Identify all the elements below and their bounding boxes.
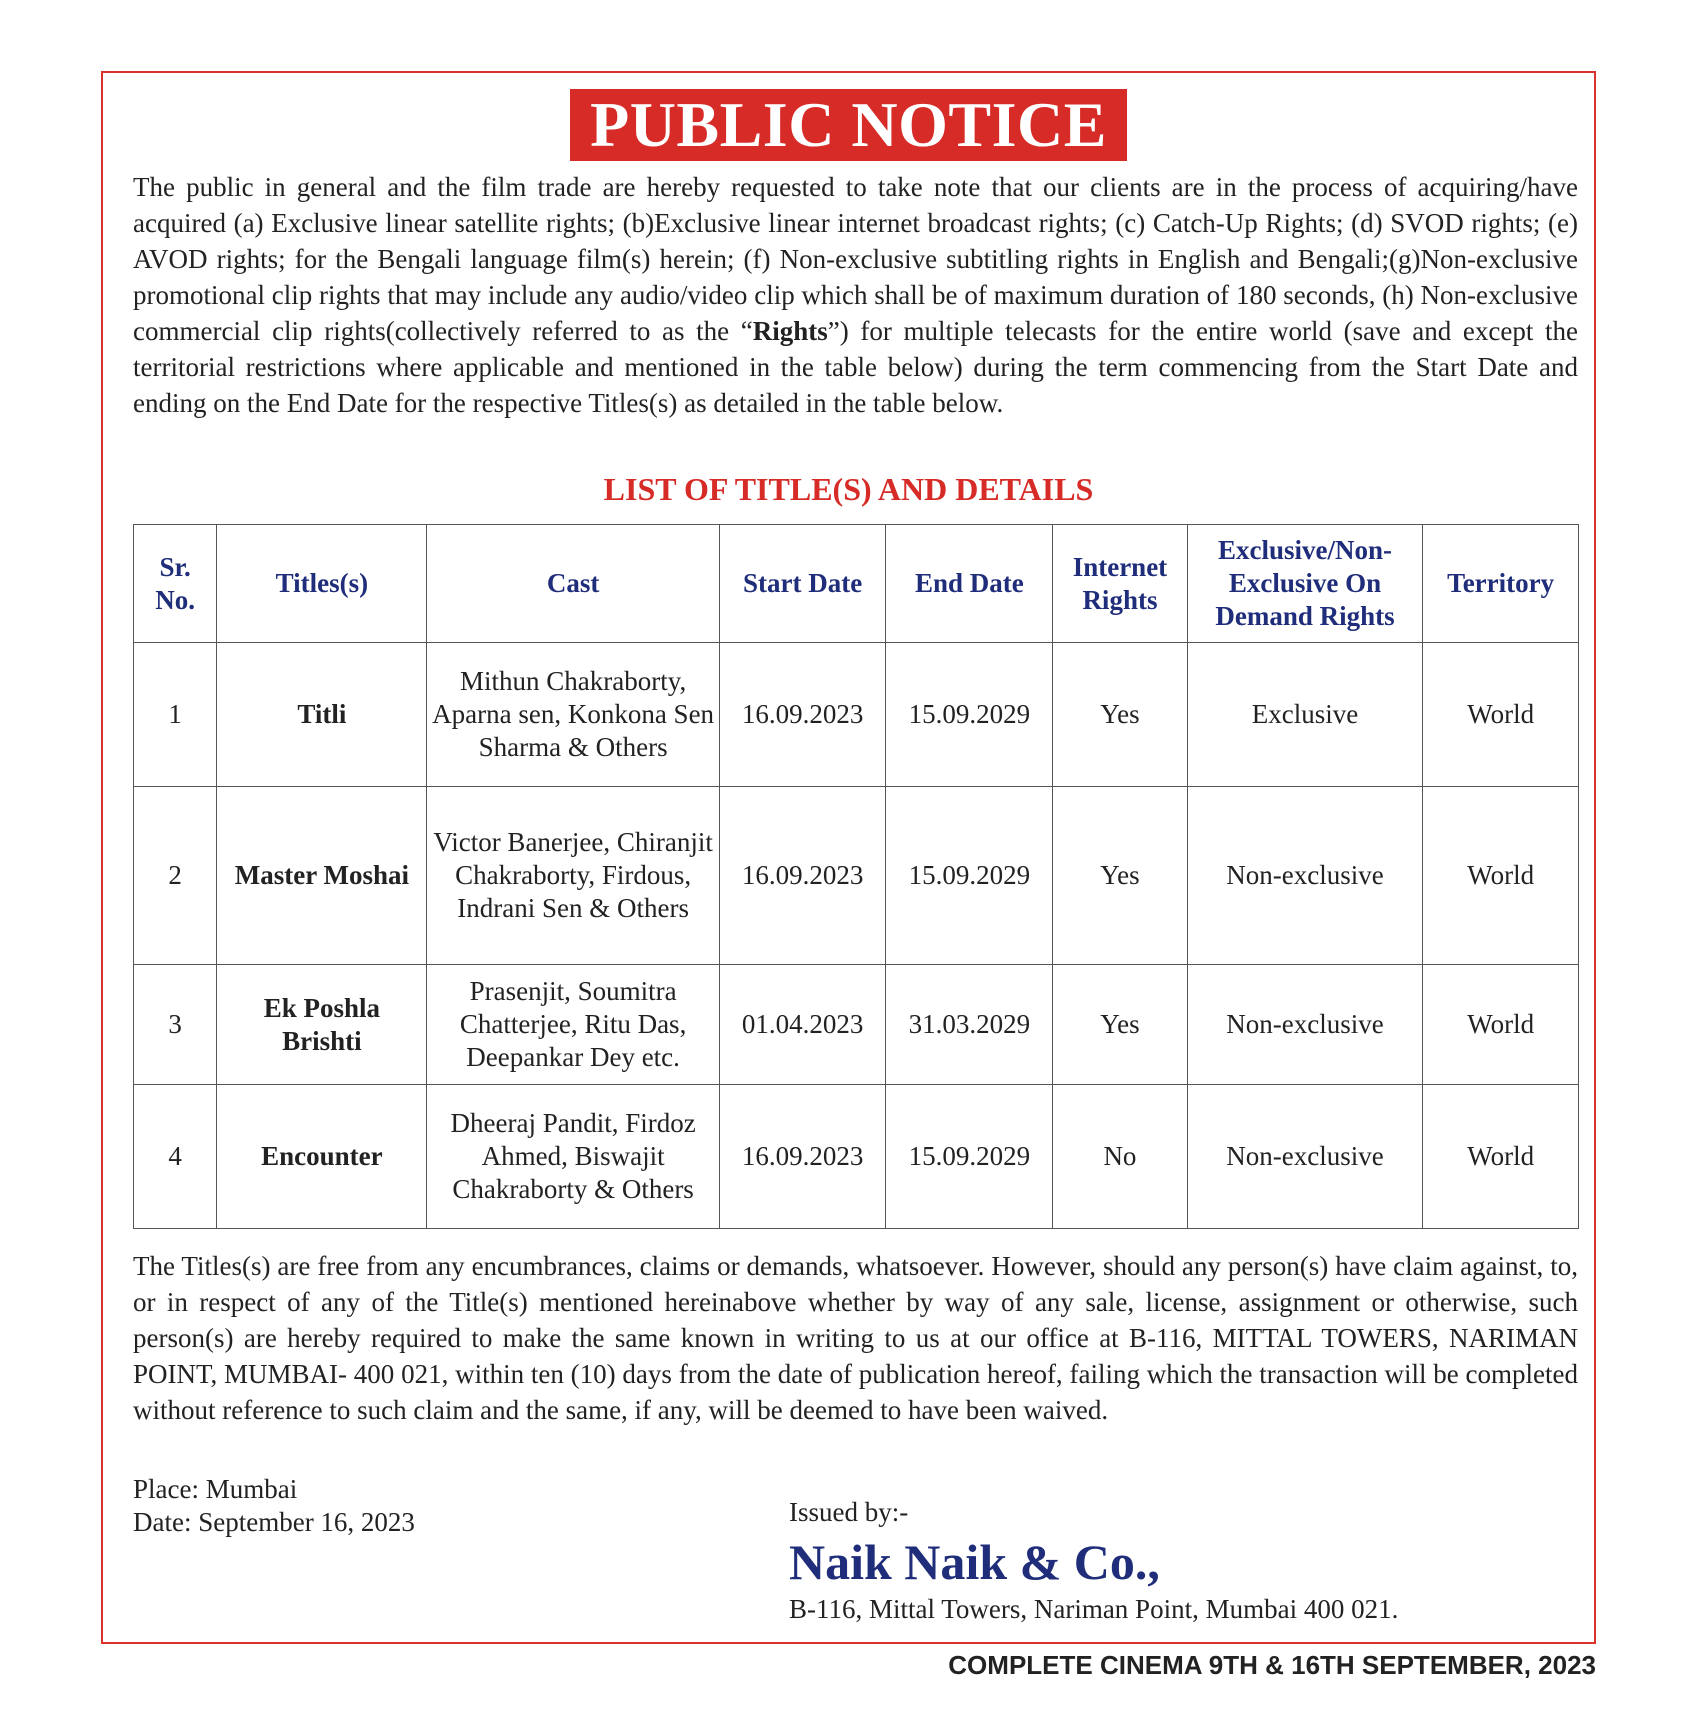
- date-line: Date: September 16, 2023: [133, 1507, 415, 1537]
- cell-sr: 3: [134, 965, 217, 1085]
- firm-name: Naik Naik & Co.,: [789, 1534, 1160, 1590]
- header-on-demand-rights: Exclusive/Non-Exclusive On Demand Rights: [1187, 525, 1423, 643]
- intro-paragraph: [133, 169, 1578, 421]
- cell-start-date: 01.04.2023: [719, 965, 886, 1085]
- header-cast: Cast: [427, 525, 719, 643]
- cell-title: Ek Poshla Brishti: [217, 965, 427, 1085]
- table-header-row: [134, 525, 1579, 643]
- cell-internet-rights: Yes: [1053, 643, 1187, 787]
- cell-title: Master Moshai: [217, 787, 427, 965]
- cell-sr: 1: [134, 643, 217, 787]
- table-row: [134, 965, 1579, 1085]
- cell-end-date: 15.09.2029: [886, 787, 1053, 965]
- place-line: Place: Mumbai: [133, 1474, 298, 1504]
- cell-on-demand: Exclusive: [1187, 643, 1423, 787]
- publication-footer: COMPLETE CINEMA 9TH & 16TH SEPTEMBER, 2023: [948, 1650, 1596, 1680]
- cell-internet-rights: Yes: [1053, 965, 1187, 1085]
- cell-end-date: 15.09.2029: [886, 1085, 1053, 1229]
- cell-internet-rights: Yes: [1053, 787, 1187, 965]
- place-date-block: [133, 1473, 415, 1539]
- cell-territory: World: [1423, 1085, 1579, 1229]
- intro-text-part2: ”) for multiple telecasts for the entire world (save and except the territorial restrictions where applicable and mentioned in the table below) during the term commencing from the Start Date and ending on the End Date for the respective Titles(s) as detailed in the table below.: [133, 316, 1578, 418]
- header-end-date: End Date: [886, 525, 1053, 643]
- cell-title: Titli: [217, 643, 427, 787]
- cell-start-date: 16.09.2023: [719, 1085, 886, 1229]
- cell-on-demand: Non-exclusive: [1187, 1085, 1423, 1229]
- cell-start-date: 16.09.2023: [719, 643, 886, 787]
- titles-table: [133, 524, 1579, 1229]
- cell-territory: World: [1423, 965, 1579, 1085]
- cell-end-date: 15.09.2029: [886, 643, 1053, 787]
- firm-address: B-116, Mittal Towers, Nariman Point, Mumbai 400 021.: [789, 1594, 1399, 1624]
- cell-cast: Prasenjit, Soumitra Chatterjee, Ritu Das, Deepankar Dey etc.: [427, 965, 719, 1085]
- intro-rights-term: Rights: [752, 316, 828, 346]
- notice-title: PUBLIC NOTICE: [570, 89, 1127, 161]
- cell-start-date: 16.09.2023: [719, 787, 886, 965]
- cell-title: Encounter: [217, 1085, 427, 1229]
- table-row: [134, 643, 1579, 787]
- header-titles: Titles(s): [217, 525, 427, 643]
- cell-end-date: 31.03.2029: [886, 965, 1053, 1085]
- cell-on-demand: Non-exclusive: [1187, 965, 1423, 1085]
- cell-territory: World: [1423, 787, 1579, 965]
- notice-frame: [101, 71, 1596, 1644]
- cell-internet-rights: No: [1053, 1085, 1187, 1229]
- cell-cast: Mithun Chakraborty, Aparna sen, Konkona Sen Sharma & Others: [427, 643, 719, 787]
- header-start-date: Start Date: [719, 525, 886, 643]
- intro-text-part1: The public in general and the film trade are hereby requested to take note that our clients are in the process of acquiring/have acquired (a) Exclusive linear satellite rights; (b)Exclusive linear internet broadcast rights; (c) Catch-Up Rights; (d) SVOD rights; (e) AVOD rights; for the Bengali language film(s) herein; (f) Non-exclusive subtitling rights in English and Bengali;(g)Non-exclusive promotional clip rights that may include any audio/video clip which shall be of maximum duration of 180 seconds, (h) Non-exclusive commercial clip rights(collectively referred to as the “: [133, 172, 1578, 346]
- header-territory: Territory: [1423, 525, 1579, 643]
- header-internet-rights: Internet Rights: [1053, 525, 1187, 643]
- cell-sr: 4: [134, 1085, 217, 1229]
- table-row: [134, 787, 1579, 965]
- issuer-block: [789, 1496, 1398, 1626]
- list-heading: LIST OF TITLE(S) AND DETAILS: [603, 471, 1094, 507]
- title-wrap: [103, 89, 1594, 161]
- closing-paragraph: The Titles(s) are free from any encumbrances, claims or demands, whatsoever. However, should any person(s) have claim against, to, or in respect of any of the Title(s) mentioned hereinabove whether by way of any sale, license, assignment or otherwise, such person(s) are hereby required to make the same known in writing to us at our office at B-116, MITTAL TOWERS, NARIMAN POINT, MUMBAI- 400 021, within ten (10) days from the date of publication hereof, failing which the transaction will be completed without reference to such claim and the same, if any, will be deemed to have been waived.: [133, 1251, 1578, 1425]
- table-row: [134, 1085, 1579, 1229]
- cell-cast: Dheeraj Pandit, Firdoz Ahmed, Biswajit Chakraborty & Others: [427, 1085, 719, 1229]
- issued-by-label: Issued by:-: [789, 1497, 909, 1527]
- cell-territory: World: [1423, 643, 1579, 787]
- cell-on-demand: Non-exclusive: [1187, 787, 1423, 965]
- cell-cast: Victor Banerjee, Chiranjit Chakraborty, Firdous, Indrani Sen & Others: [427, 787, 719, 965]
- header-sr-no: Sr. No.: [134, 525, 217, 643]
- cell-sr: 2: [134, 787, 217, 965]
